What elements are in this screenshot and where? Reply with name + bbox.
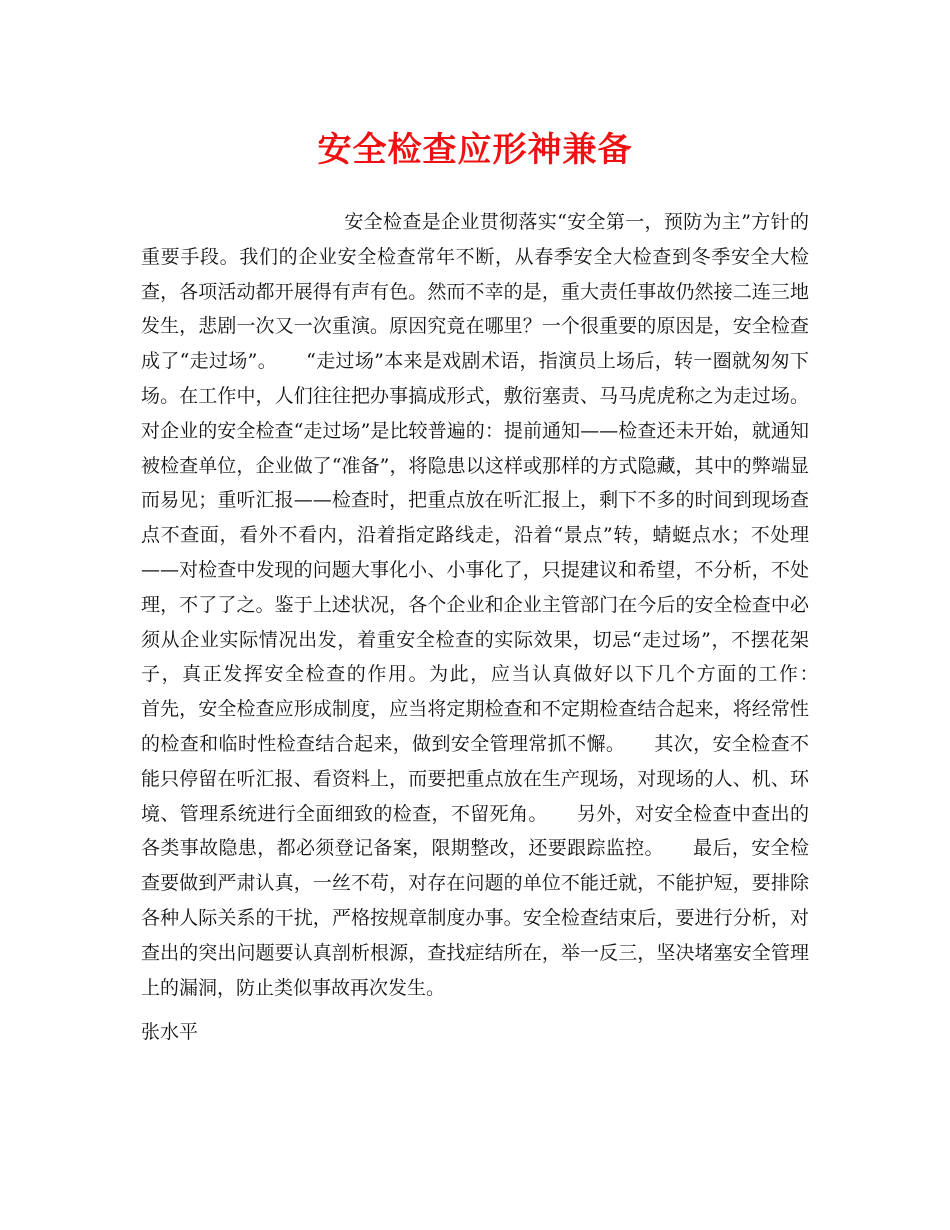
- document-body: [141, 205, 848, 1005]
- document-title: 安全检查应形神兼备: [317, 130, 633, 170]
- body-text: 安全检查是企业贯彻落实“安全第一，预防为主”方针的重要手段。我们的企业安全检查常年不断，从春季安全大检查到冬季安全大检查，各项活动都开展得有声有色。然而不幸的是，重大责任事故仍然接二连三地发生，悲剧一次又一次重演。原因究竟在哪里？一个很重要的原因是，安全检查成了“走过场”。 “走过场”本来是戏剧术语，指演员上场后，转一圈就匆匆下场。在工作中，人们往往把办事搞成形式，敷衍塞责、马马虎虎称之为走过场。对企业的安全检查“走过场”是比较普遍的：提前通知——检查还未开始，就通知被检查单位，企业做了“准备”，将隐患以这样或那样的方式隐藏，其中的弊端显而易见；重听汇报——检查时，把重点放在听汇报上，剩下不多的时间到现场查点不查面，看外不看内，沿着指定路线走，沿着“景点”转，蜻蜓点水；不处理——对检查中发现的问题大事化小、小事化了，只提建议和希望，不分析，不处理，不了了之。鉴于上述状况，各个企业和企业主管部门在今后的安全检查中必须从企业实际情况出发，着重安全检查的实际效果，切忌“走过场”，不摆花架子，真正发挥安全检查的作用。为此，应当认真做好以下几个方面的工作： 首先，安全检查应形成制度，应当将定期检查和不定期检查结合起来，将经常性的检查和临时性检查结合起来，做到安全管理常抓不懈。 其次，安全检查不能只停留在听汇报、看资料上，而要把重点放在生产现场，对现场的人、机、环境、管理系统进行全面细致的检查，不留死角。 另外，对安全检查中查出的各类事故隐患，都必须登记备案，限期整改，还要跟踪监控。 最后，安全检查要做到严肃认真，一丝不苟，对存在问题的单位不能迁就，不能护短，要排除各种人际关系的干扰，严格按规章制度办事。安全检查结束后，要进行分析，对查出的突出问题要认真剖析根源，查找症结所在，举一反三，坚决堵塞安全管理上的漏洞，防止类似事故再次发生。: [141, 211, 848, 999]
- author-name: 张水平: [141, 1021, 199, 1043]
